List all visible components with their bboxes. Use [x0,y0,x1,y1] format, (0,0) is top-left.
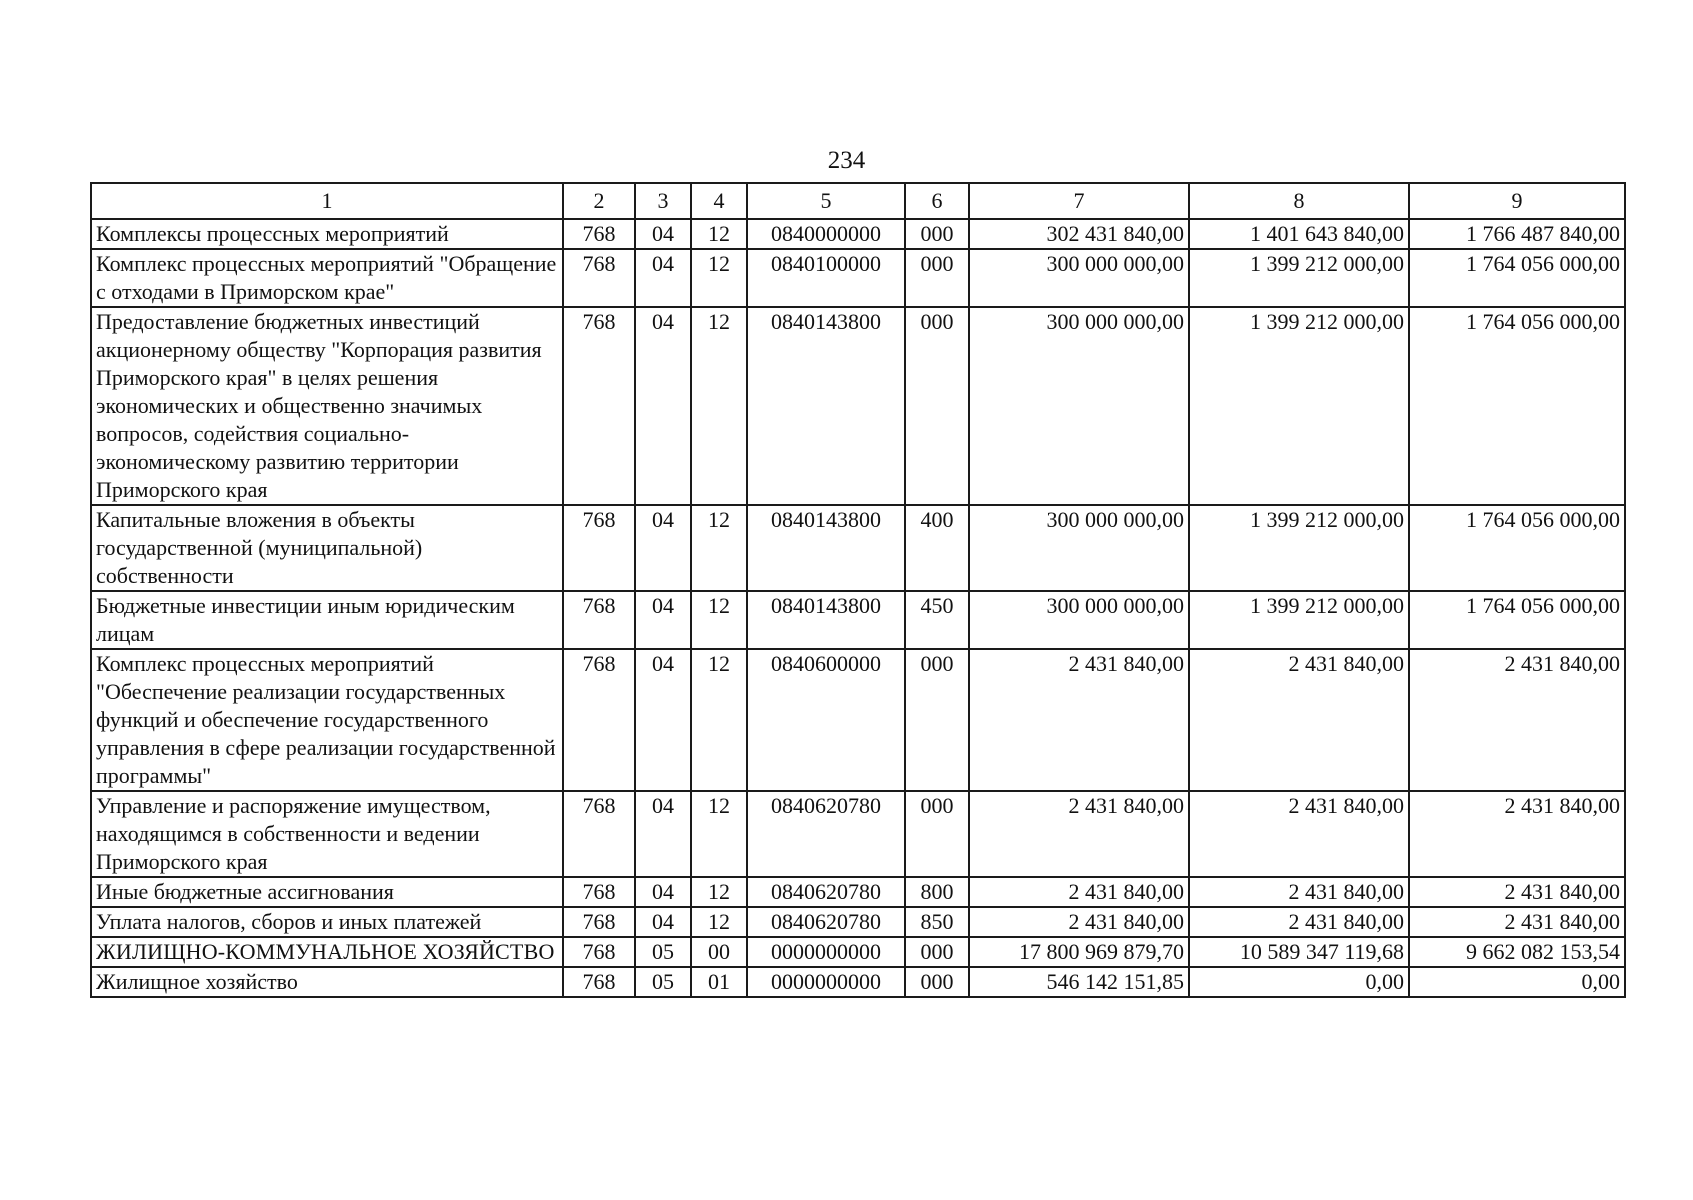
table-row [91,791,1625,877]
cell-col6: 450 [905,591,969,649]
row-name: Предоставление бюджетных инвестиций акционерному обществу "Корпорация развития Приморского края" в целях решения экономических и общественно значимых вопросов, содействия социально-экономическому развитию территории Приморского края [91,307,563,505]
column-header-5: 5 [747,183,905,219]
page-number: 234 [827,147,866,174]
cell-col5: 0840620780 [747,907,905,937]
cell-col3: 04 [635,505,691,591]
cell-amount-8: 0,00 [1189,967,1409,997]
cell-amount-7: 300 000 000,00 [969,307,1189,505]
row-name: Комплекс процессных мероприятий "Обеспечение реализации государственных функций и обеспечение государственного управления в сфере реализации государственной программы" [91,649,563,791]
cell-amount-7: 2 431 840,00 [969,791,1189,877]
column-header-3: 3 [635,183,691,219]
budget-table [90,182,1626,998]
row-name: Бюджетные инвестиции иным юридическим лицам [91,591,563,649]
row-name: Иные бюджетные ассигнования [91,877,563,907]
cell-col3: 04 [635,591,691,649]
cell-amount-9: 9 662 082 153,54 [1409,937,1625,967]
cell-col6: 000 [905,649,969,791]
cell-amount-7: 17 800 969 879,70 [969,937,1189,967]
cell-col5: 0840000000 [747,219,905,249]
cell-amount-7: 2 431 840,00 [969,907,1189,937]
cell-amount-8: 1 399 212 000,00 [1189,591,1409,649]
cell-col4: 12 [691,307,747,505]
cell-col5: 0840620780 [747,877,905,907]
cell-amount-8: 1 401 643 840,00 [1189,219,1409,249]
cell-amount-7: 546 142 151,85 [969,967,1189,997]
cell-amount-9: 1 764 056 000,00 [1409,505,1625,591]
cell-col4: 12 [691,249,747,307]
column-header-8: 8 [1189,183,1409,219]
cell-col4: 12 [691,877,747,907]
cell-col4: 12 [691,505,747,591]
cell-col6: 000 [905,219,969,249]
cell-amount-7: 300 000 000,00 [969,591,1189,649]
cell-col5: 0840620780 [747,791,905,877]
table-row [91,591,1625,649]
table-row [91,877,1625,907]
cell-col3: 04 [635,649,691,791]
cell-col4: 01 [691,967,747,997]
cell-col5: 0840143800 [747,505,905,591]
table-row [91,967,1625,997]
cell-amount-8: 1 399 212 000,00 [1189,249,1409,307]
cell-amount-9: 1 764 056 000,00 [1409,307,1625,505]
column-header-9: 9 [1409,183,1625,219]
cell-amount-7: 300 000 000,00 [969,505,1189,591]
cell-col4: 12 [691,649,747,791]
cell-amount-8: 10 589 347 119,68 [1189,937,1409,967]
column-header-7: 7 [969,183,1189,219]
cell-amount-8: 2 431 840,00 [1189,877,1409,907]
cell-col2: 768 [563,649,635,791]
cell-col5: 0000000000 [747,967,905,997]
cell-amount-7: 302 431 840,00 [969,219,1189,249]
row-name: ЖИЛИЩНО-КОММУНАЛЬНОЕ ХОЗЯЙСТВО [91,937,563,967]
cell-col6: 000 [905,249,969,307]
cell-amount-7: 300 000 000,00 [969,249,1189,307]
cell-amount-9: 2 431 840,00 [1409,791,1625,877]
cell-col3: 04 [635,791,691,877]
cell-col5: 0840100000 [747,249,905,307]
cell-col5: 0840143800 [747,307,905,505]
cell-col3: 04 [635,307,691,505]
cell-amount-7: 2 431 840,00 [969,877,1189,907]
cell-col4: 00 [691,937,747,967]
column-header-1: 1 [91,183,563,219]
cell-col6: 850 [905,907,969,937]
cell-col4: 12 [691,591,747,649]
table-row [91,249,1625,307]
table-row [91,649,1625,791]
row-name: Жилищное хозяйство [91,967,563,997]
cell-col6: 400 [905,505,969,591]
cell-amount-9: 2 431 840,00 [1409,877,1625,907]
cell-amount-7: 2 431 840,00 [969,649,1189,791]
cell-col2: 768 [563,505,635,591]
cell-col6: 000 [905,937,969,967]
table-row [91,307,1625,505]
cell-col2: 768 [563,591,635,649]
cell-amount-9: 1 766 487 840,00 [1409,219,1625,249]
cell-amount-8: 2 431 840,00 [1189,791,1409,877]
cell-amount-9: 1 764 056 000,00 [1409,591,1625,649]
cell-col3: 04 [635,877,691,907]
cell-col5: 0000000000 [747,937,905,967]
cell-col3: 04 [635,249,691,307]
cell-col5: 0840600000 [747,649,905,791]
cell-col6: 000 [905,791,969,877]
cell-col6: 000 [905,307,969,505]
cell-col2: 768 [563,249,635,307]
cell-col4: 12 [691,219,747,249]
row-name: Комплексы процессных мероприятий [91,219,563,249]
cell-amount-9: 2 431 840,00 [1409,907,1625,937]
column-header-4: 4 [691,183,747,219]
table-row [91,505,1625,591]
cell-amount-9: 2 431 840,00 [1409,649,1625,791]
column-header-2: 2 [563,183,635,219]
cell-amount-8: 2 431 840,00 [1189,649,1409,791]
cell-col6: 800 [905,877,969,907]
row-name: Капитальные вложения в объекты государственной (муниципальной) собственности [91,505,563,591]
cell-col6: 000 [905,967,969,997]
table-row [91,937,1625,967]
cell-amount-8: 1 399 212 000,00 [1189,505,1409,591]
cell-col2: 768 [563,877,635,907]
row-name: Управление и распоряжение имуществом, находящимся в собственности и ведении Приморского края [91,791,563,877]
cell-col2: 768 [563,907,635,937]
cell-amount-9: 1 764 056 000,00 [1409,249,1625,307]
cell-amount-8: 1 399 212 000,00 [1189,307,1409,505]
table-row [91,219,1625,249]
cell-col3: 04 [635,907,691,937]
cell-col2: 768 [563,791,635,877]
cell-col2: 768 [563,937,635,967]
column-header-6: 6 [905,183,969,219]
row-name: Комплекс процессных мероприятий "Обращение с отходами в Приморском крае" [91,249,563,307]
cell-col5: 0840143800 [747,591,905,649]
cell-col2: 768 [563,219,635,249]
cell-col2: 768 [563,307,635,505]
cell-amount-9: 0,00 [1409,967,1625,997]
cell-col3: 05 [635,937,691,967]
cell-col4: 12 [691,907,747,937]
cell-col4: 12 [691,791,747,877]
cell-col3: 05 [635,967,691,997]
header-row [91,183,1625,219]
table-row [91,907,1625,937]
row-name: Уплата налогов, сборов и иных платежей [91,907,563,937]
cell-col2: 768 [563,967,635,997]
cell-amount-8: 2 431 840,00 [1189,907,1409,937]
cell-col3: 04 [635,219,691,249]
